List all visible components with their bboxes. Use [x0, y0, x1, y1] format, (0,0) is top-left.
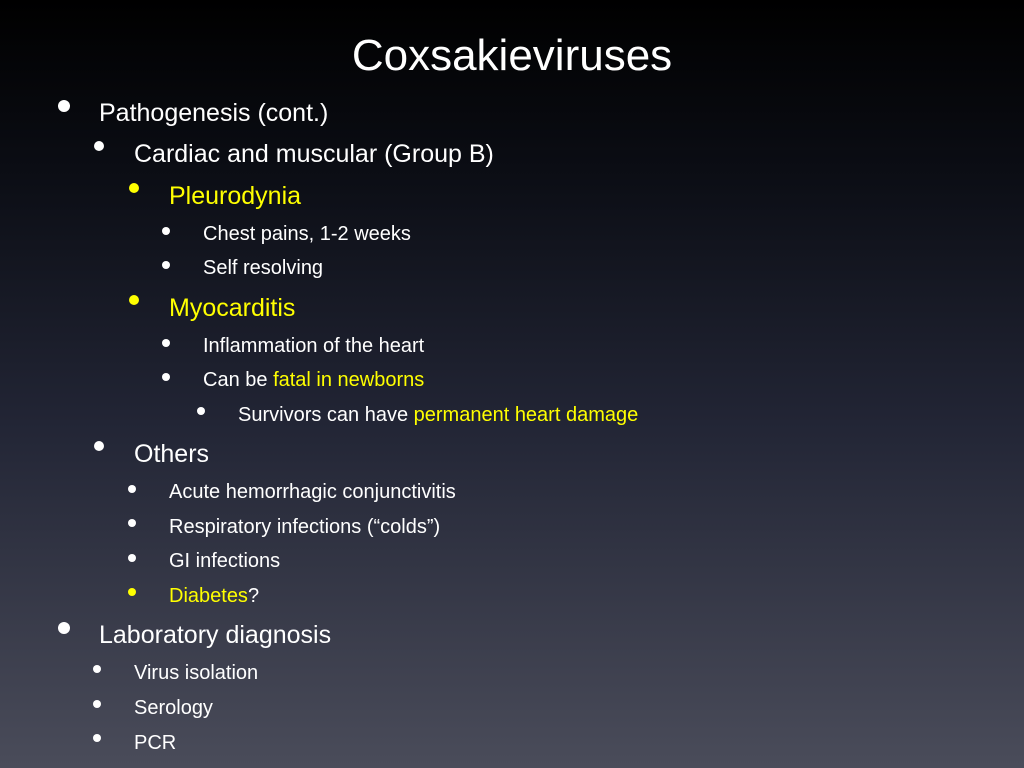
- bullet-virus-isolation: Virus isolation: [134, 662, 259, 684]
- bullet-icon: [128, 588, 136, 596]
- bullet-icon: [93, 700, 101, 708]
- bullet-survivors: [238, 403, 638, 427]
- bullet-lab-diagnosis: Laboratory diagnosis: [99, 621, 332, 649]
- bullet-icon: [94, 441, 104, 451]
- bullet-icon: [58, 622, 70, 634]
- bullet-icon: [162, 339, 170, 347]
- bullet-myocarditis: Myocarditis: [169, 294, 296, 322]
- bullet-fatal-newborns: [203, 368, 424, 392]
- bullet-cardiac-muscular: Cardiac and muscular (Group B): [134, 140, 494, 168]
- bullet-pathogenesis: Pathogenesis (cont.): [99, 99, 329, 127]
- bullet-icon: [128, 519, 136, 527]
- bullet-icon: [58, 100, 70, 112]
- bullet-icon: [162, 261, 170, 269]
- bullet-icon: [128, 554, 136, 562]
- text-plain: Can be: [203, 369, 274, 391]
- bullet-icon: [128, 485, 136, 493]
- bullet-icon: [129, 295, 139, 305]
- bullet-pleurodynia: Pleurodynia: [169, 182, 302, 210]
- text-highlight: fatal in newborns: [273, 369, 425, 391]
- bullet-icon: [197, 407, 205, 415]
- slide-title: Coxsakieviruses: [351, 31, 673, 80]
- text-plain: Survivors can have: [238, 404, 414, 426]
- bullet-icon: [129, 183, 139, 193]
- bullet-conjunctivitis: Acute hemorrhagic conjunctivitis: [169, 481, 456, 503]
- text-plain: ?: [247, 585, 260, 607]
- bullet-icon: [93, 734, 101, 742]
- text-highlight: permanent heart damage: [413, 404, 639, 426]
- bullet-respiratory: Respiratory infections (“colds”): [169, 516, 441, 538]
- bullet-chest-pains: Chest pains, 1-2 weeks: [203, 223, 411, 245]
- bullet-inflammation: Inflammation of the heart: [203, 335, 425, 357]
- bullet-icon: [162, 373, 170, 381]
- bullet-gi-infections: GI infections: [169, 550, 281, 572]
- text-highlight: Diabetes: [169, 585, 248, 607]
- bullet-others: Others: [134, 440, 210, 468]
- bullet-pcr: PCR: [134, 732, 177, 754]
- bullet-icon: [93, 665, 101, 673]
- bullet-serology: Serology: [134, 697, 213, 719]
- bullet-self-resolving: Self resolving: [203, 257, 324, 279]
- bullet-icon: [94, 141, 104, 151]
- bullet-diabetes: [169, 584, 259, 608]
- bullet-icon: [162, 227, 170, 235]
